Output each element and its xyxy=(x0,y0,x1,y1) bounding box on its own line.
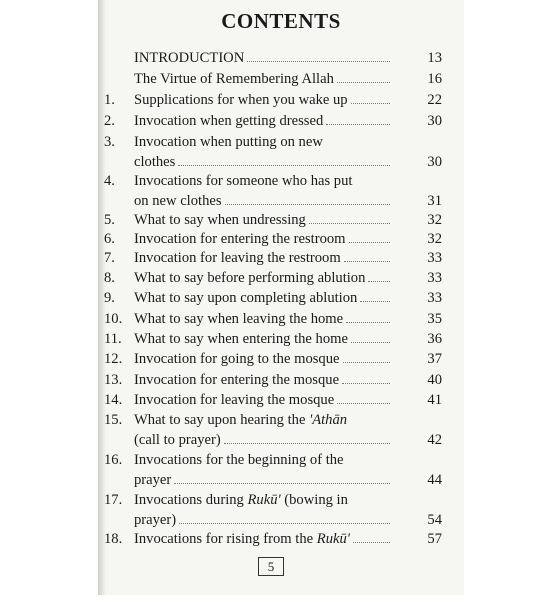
leader-dots xyxy=(179,510,390,524)
entry-number: 11. xyxy=(104,331,122,347)
entry-number: 7. xyxy=(104,250,115,266)
leader-dots xyxy=(346,309,390,323)
leader-dots xyxy=(309,210,390,224)
toc-entry[interactable] xyxy=(0,349,558,369)
entry-title-italic: 'Athān xyxy=(309,412,348,428)
toc-entry[interactable] xyxy=(0,268,558,288)
entry-page-number: 41 xyxy=(427,392,442,408)
entry-title xyxy=(134,48,244,68)
entry-title xyxy=(134,90,348,110)
entry-number: 17. xyxy=(104,492,123,508)
entry-title xyxy=(134,410,347,430)
entry-page-number: 57 xyxy=(427,531,442,547)
leader-dots xyxy=(351,329,390,343)
entry-number: 5. xyxy=(104,212,115,228)
entry-page-number: 22 xyxy=(427,92,442,108)
entry-title xyxy=(134,229,346,249)
entry-title-text: What to say upon completing ablution xyxy=(134,290,358,306)
entry-number: 16. xyxy=(104,452,123,468)
entry-title-text: Invocations for someone who has put xyxy=(134,173,353,189)
toc-entry[interactable] xyxy=(0,229,558,249)
entry-title-text: Invocation for leaving the mosque xyxy=(134,392,335,408)
entry-number: 1. xyxy=(104,92,115,108)
entry-number: 4. xyxy=(104,173,115,189)
toc-entry[interactable] xyxy=(0,90,558,110)
entry-number: 8. xyxy=(104,270,115,286)
entry-page-number: 33 xyxy=(427,250,442,266)
toc-entry[interactable] xyxy=(0,390,558,410)
entry-title xyxy=(134,111,323,131)
entry-title xyxy=(134,329,348,349)
entry-title xyxy=(134,529,350,549)
entry-page-number: 16 xyxy=(427,71,442,87)
entry-number: 14. xyxy=(104,392,123,408)
entry-title-text: Supplications for when you wake up xyxy=(134,92,348,108)
entry-title-text: Invocation for leaving the restroom xyxy=(134,250,341,266)
entry-page-number: 30 xyxy=(427,154,442,170)
entry-title xyxy=(134,248,341,268)
entry-title-text: What to say when entering the home xyxy=(134,331,348,347)
leader-dots xyxy=(344,248,390,262)
entry-page-number: 54 xyxy=(427,512,442,528)
toc-entry[interactable] xyxy=(0,48,558,68)
leader-dots xyxy=(343,349,390,363)
toc-entry[interactable] xyxy=(0,490,558,530)
leader-dots xyxy=(326,111,390,125)
entry-number: 3. xyxy=(104,134,115,150)
leader-dots xyxy=(337,69,390,83)
entry-page-number: 33 xyxy=(427,290,442,306)
contents-title: CONTENTS xyxy=(221,9,341,33)
entry-page-number: 42 xyxy=(427,432,442,448)
entry-title-text: Invocations for the beginning of the xyxy=(134,452,344,468)
entry-number: 2. xyxy=(104,113,115,129)
toc-entry[interactable] xyxy=(0,410,558,450)
toc-entry[interactable] xyxy=(0,329,558,349)
entry-page-number: 37 xyxy=(427,351,442,367)
entry-title xyxy=(134,370,339,390)
entry-title xyxy=(134,288,357,308)
entry-number: 12. xyxy=(104,351,123,367)
entry-title xyxy=(134,69,334,89)
entry-page-number: 32 xyxy=(427,231,442,247)
entry-title-tail: (bowing in xyxy=(284,492,348,508)
toc-entry[interactable] xyxy=(0,111,558,131)
leader-dots xyxy=(360,288,390,302)
entry-page-number: 31 xyxy=(427,193,442,209)
entry-title-text: What to say upon hearing the xyxy=(134,412,306,428)
leader-dots xyxy=(225,191,390,205)
toc-entry[interactable] xyxy=(0,309,558,329)
entry-page-number: 44 xyxy=(427,472,442,488)
leader-dots xyxy=(342,370,390,384)
leader-dots xyxy=(349,229,390,243)
entry-title xyxy=(134,349,340,369)
entry-page-number: 33 xyxy=(427,270,442,286)
entry-page-number: 35 xyxy=(427,311,442,327)
entry-title-continuation: (call to prayer) xyxy=(134,432,221,448)
entry-number: 18. xyxy=(104,531,123,547)
entry-title-text: What to say when leaving the home xyxy=(134,311,344,327)
toc-entry[interactable] xyxy=(0,529,558,549)
entry-page-number: 32 xyxy=(427,212,442,228)
entry-title-text: What to say before performing ablution xyxy=(134,270,366,286)
entry-title-text: Invocation for entering the mosque xyxy=(134,372,340,388)
leader-dots xyxy=(224,430,390,444)
entry-number: 9. xyxy=(104,290,115,306)
entry-title-italic: Rukū' xyxy=(247,492,281,508)
entry-title-text: Invocations during xyxy=(134,492,244,508)
entry-title-continuation: clothes xyxy=(134,154,176,170)
entry-number: 13. xyxy=(104,372,123,388)
entry-title-text: What to say when undressing xyxy=(134,212,306,228)
leader-dots xyxy=(368,268,390,282)
toc-entry[interactable] xyxy=(0,288,558,308)
toc-entry[interactable] xyxy=(0,370,558,390)
leader-dots xyxy=(178,152,390,166)
entry-title xyxy=(134,132,323,152)
toc-entry[interactable] xyxy=(0,248,558,268)
leader-dots xyxy=(247,48,390,62)
entry-title xyxy=(134,268,365,288)
entry-title-italic: Rukū' xyxy=(316,531,350,547)
entry-page-number: 13 xyxy=(427,50,442,66)
toc-entry[interactable] xyxy=(0,132,558,172)
entry-title-continuation: on new clothes xyxy=(134,193,222,209)
leader-dots xyxy=(174,470,390,484)
entry-page-number: 30 xyxy=(427,113,442,129)
toc-entry[interactable] xyxy=(0,69,558,89)
leader-dots xyxy=(351,90,390,104)
entry-title xyxy=(134,450,344,470)
entry-title xyxy=(134,210,306,230)
entry-title-text: Invocation when putting on new xyxy=(134,134,323,150)
entry-page-number: 40 xyxy=(427,372,442,388)
entry-title-text: Invocation for going to the mosque xyxy=(134,351,340,367)
entry-number: 15. xyxy=(104,412,123,428)
entry-title-text: Invocation when getting dressed xyxy=(134,113,324,129)
entry-title xyxy=(134,309,343,329)
entry-number: 10. xyxy=(104,311,123,327)
entry-number: 6. xyxy=(104,231,115,247)
entry-title xyxy=(134,171,352,191)
entry-title-text: Invocations for rising from the xyxy=(134,531,314,547)
entry-title xyxy=(134,390,334,410)
entry-title-continuation: prayer xyxy=(134,472,172,488)
entry-title-text: INTRODUCTION xyxy=(134,50,245,66)
toc-entry[interactable] xyxy=(0,210,558,230)
page-number: 5 xyxy=(258,557,284,576)
entry-title-text: The Virtue of Remembering Allah xyxy=(134,71,334,87)
leader-dots xyxy=(353,529,390,543)
entry-title-text: Invocation for entering the restroom xyxy=(134,231,346,247)
entry-title xyxy=(134,490,348,510)
entry-page-number: 36 xyxy=(427,331,442,347)
toc-entry[interactable] xyxy=(0,171,558,211)
toc-entry[interactable] xyxy=(0,450,558,490)
entry-title-continuation: prayer) xyxy=(134,512,177,528)
leader-dots xyxy=(337,390,390,404)
